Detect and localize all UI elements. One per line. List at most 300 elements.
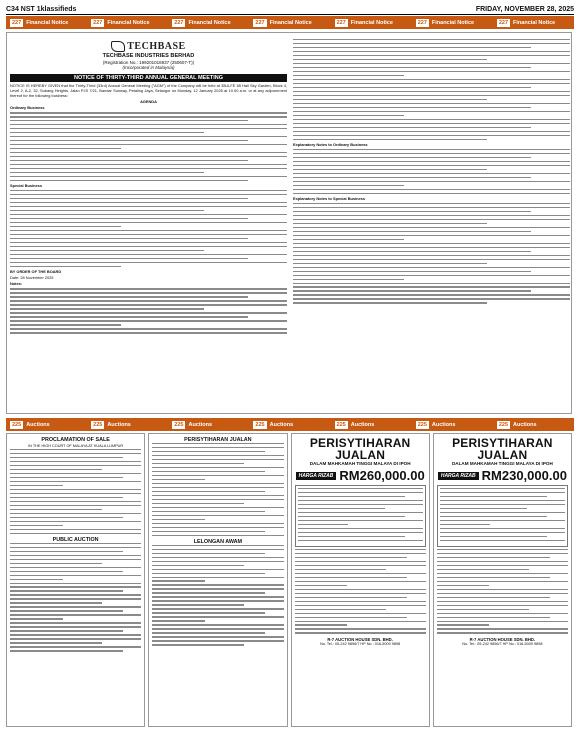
- text-line: [437, 628, 568, 629]
- text-line: [293, 215, 570, 216]
- text-line: [298, 532, 423, 533]
- text-line: [295, 601, 426, 602]
- text-line: [437, 573, 568, 574]
- masthead-left: C34 NST 1klassifieds: [6, 5, 77, 13]
- text-line: [298, 508, 386, 509]
- notice-intro: NOTICE IS HEREBY GIVEN that the Thirty-Third (33rd) Annual General Meeting ("AGM") of the Company will be held at 35ULFE 65 Hall Sky Garden, Block 4, Level 2, A-2, 32, Subang Heights, Jalan PJS 7/21, Bandar Sunway, Petaling Jaya, Selangor on Monday, 12 January 2026 at 10.00 a.m. or at any adjournment thereof for the following business:: [10, 83, 287, 98]
- text-line: [295, 577, 408, 578]
- text-line: [152, 600, 283, 601]
- proclamation-text: [10, 449, 141, 534]
- notice-right-column: [293, 33, 570, 413]
- text-line: [293, 173, 570, 174]
- text-line: [295, 621, 426, 622]
- text-line: [293, 211, 531, 212]
- text-line: [10, 497, 123, 498]
- text-line: [293, 227, 570, 228]
- category-cell: [493, 418, 574, 431]
- text-line: [10, 140, 248, 141]
- text-line: [293, 161, 570, 162]
- text-line: [152, 644, 244, 645]
- text-line: [295, 613, 426, 614]
- text-line: [293, 255, 570, 256]
- category-cell: [493, 16, 574, 29]
- text-line: [10, 642, 102, 643]
- text-line: [295, 569, 387, 570]
- text-line: [10, 563, 102, 564]
- text-line: [298, 524, 348, 525]
- category-label: Auctions: [431, 421, 456, 428]
- text-line: [10, 513, 141, 514]
- text-line: [10, 646, 141, 647]
- category-bar-bottom: [6, 418, 574, 431]
- text-line: [440, 532, 565, 533]
- text-line: [152, 483, 283, 484]
- perisytiharan-small-text: [152, 443, 283, 536]
- text-line: [152, 495, 283, 496]
- text-line: [10, 292, 287, 293]
- notice-left-column: [10, 33, 287, 413]
- text-line: [10, 176, 287, 177]
- category-cell: [249, 16, 330, 29]
- text-line: [10, 124, 287, 125]
- text-line: [10, 320, 287, 321]
- text-line: [10, 555, 141, 556]
- text-line: [10, 634, 141, 635]
- text-line: [10, 296, 248, 297]
- text-line: [293, 267, 570, 268]
- text-line: [293, 123, 570, 124]
- text-line: [440, 520, 565, 521]
- category-bar-top: [6, 16, 574, 29]
- category-number: 225: [417, 421, 427, 428]
- text-line: [293, 271, 531, 272]
- category-label: Auctions: [26, 421, 50, 428]
- text-line: [10, 112, 287, 113]
- text-line: [152, 519, 205, 520]
- text-line: [10, 288, 287, 289]
- text-line: [10, 485, 63, 486]
- text-line: [152, 523, 283, 524]
- text-line: [10, 465, 141, 466]
- text-line: [10, 493, 141, 494]
- text-line: [152, 561, 283, 562]
- text-line: [293, 67, 531, 68]
- text-line: [10, 473, 141, 474]
- text-line: [293, 231, 531, 232]
- further-heading: Explanatory Notes to Special Business: [293, 195, 365, 201]
- text-line: [10, 594, 141, 595]
- text-line: [152, 640, 283, 641]
- text-line: [10, 509, 102, 510]
- text-line: [10, 602, 102, 603]
- text-line: [10, 598, 141, 599]
- masthead: [6, 4, 574, 15]
- text-line: [293, 189, 570, 190]
- text-line: [10, 575, 141, 576]
- text-line: [152, 553, 265, 554]
- text-line: [10, 551, 123, 552]
- text-line: [152, 565, 244, 566]
- text-line: [10, 618, 63, 619]
- category-cell: [412, 16, 493, 29]
- text-line: [10, 571, 123, 572]
- text-line: [293, 239, 404, 240]
- category-cell: [331, 16, 412, 29]
- text-line: [293, 181, 570, 182]
- category-label: Financial Notice: [26, 19, 69, 26]
- text-line: [152, 596, 283, 597]
- text-line: [437, 569, 529, 570]
- text-line: [293, 135, 570, 136]
- ordinary-business-heading: Ordinary Business: [10, 105, 45, 111]
- text-line: [10, 469, 102, 470]
- text-line: [437, 621, 568, 622]
- agm-notice: [6, 32, 572, 414]
- text-line: [295, 628, 426, 629]
- registration-no: (Registration No.: 199201016937 (250607-T)): [102, 60, 195, 66]
- reserve-price-1: RM260,000.00: [339, 468, 425, 483]
- agenda-heading: AGENDA: [140, 98, 157, 104]
- text-line: [437, 589, 568, 590]
- text-line: [293, 157, 531, 158]
- category-label: Financial Notice: [513, 19, 556, 26]
- text-line: [10, 457, 123, 458]
- text-line: [437, 601, 568, 602]
- text-line: [10, 250, 204, 251]
- text-line: [293, 47, 531, 48]
- special-business-heading: Special Business: [10, 182, 43, 188]
- text-line: [437, 585, 490, 586]
- text-line: [152, 573, 265, 574]
- perisytiharan-2-sub: DALAM MAHKAMAH TINGGI MALAYA DI IPOH: [451, 461, 553, 466]
- text-line: [10, 586, 141, 587]
- text-line: [10, 262, 287, 263]
- category-label: Financial Notice: [269, 19, 312, 26]
- text-line: [10, 547, 141, 548]
- text-line: [293, 43, 570, 44]
- text-line: [152, 545, 283, 546]
- text-line: [152, 620, 205, 621]
- text-line: [437, 605, 568, 606]
- text-line: [293, 127, 531, 128]
- masthead-date: FRIDAY, NOVEMBER 28, 2025: [475, 5, 574, 13]
- text-line: [437, 609, 529, 610]
- text-line: [10, 234, 287, 235]
- text-line: [437, 597, 550, 598]
- text-line: [437, 624, 490, 625]
- text-line: [10, 610, 123, 611]
- text-line: [10, 242, 287, 243]
- text-line: [293, 193, 570, 194]
- perisytiharan-small-ad: [148, 433, 287, 727]
- text-line: [10, 614, 141, 615]
- text-line: [298, 492, 423, 493]
- sale-terms-2: [437, 549, 568, 634]
- text-line: [10, 477, 123, 478]
- category-cell: [168, 16, 249, 29]
- text-line: [152, 616, 283, 617]
- text-line: [10, 206, 287, 207]
- text-line: [440, 536, 548, 537]
- text-line: [298, 520, 423, 521]
- text-line: [293, 185, 404, 186]
- text-line: [293, 39, 570, 40]
- text-line: [295, 589, 426, 590]
- text-line: [295, 553, 426, 554]
- category-number: 225: [336, 421, 346, 428]
- text-line: [440, 504, 565, 505]
- category-cell: [87, 16, 168, 29]
- text-line: [10, 194, 287, 195]
- incorporation: (Incorporated in Malaysia): [122, 65, 175, 71]
- category-number: 227: [498, 19, 509, 26]
- text-line: [293, 131, 570, 132]
- text-line: [10, 328, 287, 329]
- text-line: [293, 103, 570, 104]
- text-line: [10, 481, 141, 482]
- text-line: [295, 549, 426, 550]
- text-line: [10, 543, 141, 544]
- text-line: [152, 628, 283, 629]
- company-header: [10, 41, 287, 70]
- notes-heading: Notes:: [10, 281, 23, 287]
- text-line: [293, 279, 404, 280]
- perisytiharan-small-title: PERISYTIHARAN JUALAN: [184, 437, 252, 443]
- text-line: [152, 612, 265, 613]
- text-line: [10, 190, 287, 191]
- text-line: [293, 71, 570, 72]
- text-line: [10, 650, 123, 651]
- text-line: [437, 613, 568, 614]
- category-cell: [249, 418, 330, 431]
- perisytiharan-1-title: PERISYTIHARAN JUALAN: [309, 436, 411, 462]
- text-line: [10, 324, 121, 325]
- text-line: [437, 549, 568, 550]
- text-line: [152, 636, 283, 637]
- text-line: [152, 455, 283, 456]
- text-line: [10, 198, 248, 199]
- text-line: [152, 535, 283, 536]
- text-line: [293, 169, 487, 170]
- category-number: 225: [174, 421, 184, 428]
- text-line: [10, 160, 248, 161]
- text-line: [293, 275, 570, 276]
- text-line: [152, 499, 283, 500]
- company-logo: TECHBASE: [10, 41, 287, 52]
- perisytiharan-2-title: PERISYTIHARAN JUALAN: [452, 436, 553, 462]
- text-line: [293, 153, 570, 154]
- text-line: [10, 517, 123, 518]
- logo-icon: [111, 41, 125, 52]
- text-line: [298, 488, 423, 489]
- company-name: TECHBASE INDUSTRIES BERHAD: [102, 53, 195, 60]
- text-line: [293, 283, 570, 284]
- text-line: [152, 491, 265, 492]
- text-line: [437, 553, 568, 554]
- text-line: [293, 95, 570, 96]
- text-line: [437, 561, 568, 562]
- text-line: [10, 132, 204, 133]
- special-business-text: [10, 190, 287, 267]
- text-line: [293, 298, 570, 299]
- text-line: [293, 294, 570, 295]
- harga-label-2: HARGA RIZAB: [438, 472, 479, 480]
- category-label: Auctions: [107, 421, 131, 428]
- category-number: 227: [12, 19, 22, 26]
- text-line: [152, 503, 244, 504]
- text-line: [293, 99, 487, 100]
- text-line: [10, 525, 63, 526]
- category-number: 225: [93, 421, 103, 428]
- perisytiharan-ad-1: [291, 433, 430, 727]
- text-line: [293, 107, 531, 108]
- ordinary-business-text: [10, 112, 287, 181]
- text-line: [152, 592, 265, 593]
- text-line: [10, 521, 141, 522]
- auctioneer-contact-2: No. Tel.: 05-242 9896/7 HP No.: 016-5000 9898: [462, 641, 543, 646]
- text-line: [10, 567, 141, 568]
- text-line: [10, 120, 248, 121]
- notice-title: NOTICE OF THIRTY-THIRD ANNUAL GENERAL MEETING: [10, 74, 287, 82]
- category-number: 227: [93, 19, 103, 26]
- text-line: [298, 528, 423, 529]
- text-line: [437, 593, 568, 594]
- text-line: [10, 164, 287, 165]
- text-line: [10, 606, 141, 607]
- auctioneer-2: R-7 AUCTION HOUSE SDN. BHD.: [469, 636, 536, 642]
- property-details-2: [437, 485, 568, 547]
- text-line: [152, 447, 283, 448]
- text-line: [10, 168, 287, 169]
- by-order-heading: BY ORDER OF THE BOARD: [10, 268, 62, 274]
- text-line: [10, 638, 141, 639]
- text-line: [437, 581, 568, 582]
- text-line: [10, 579, 63, 580]
- text-line: [440, 540, 565, 541]
- price-row-1: [295, 468, 426, 483]
- text-line: [295, 593, 426, 594]
- category-cell: [168, 418, 249, 431]
- text-line: [10, 254, 287, 255]
- text-line: [152, 467, 283, 468]
- text-line: [293, 149, 570, 150]
- text-line: [293, 55, 570, 56]
- text-line: [10, 590, 123, 591]
- text-line: [293, 259, 570, 260]
- text-line: [10, 308, 204, 309]
- text-line: [10, 583, 141, 584]
- text-line: [10, 505, 141, 506]
- explanatory-heading: Explanatory Notes to Ordinary Business: [293, 141, 368, 147]
- text-line: [295, 605, 426, 606]
- text-line: [293, 75, 404, 76]
- text-line: [293, 87, 531, 88]
- text-line: [440, 512, 565, 513]
- text-line: [152, 463, 244, 464]
- text-line: [10, 214, 287, 215]
- text-line: [152, 527, 283, 528]
- auction-ads: [6, 433, 572, 727]
- text-line: [293, 251, 531, 252]
- text-line: [10, 180, 248, 181]
- text-line: [152, 584, 283, 585]
- text-line: [293, 286, 570, 287]
- text-line: [298, 496, 406, 497]
- text-line: [293, 165, 570, 166]
- text-line: [295, 624, 348, 625]
- price-row-2: [437, 468, 568, 483]
- category-number: 225: [498, 421, 509, 428]
- text-line: [10, 529, 141, 530]
- text-line: [293, 219, 570, 220]
- category-cell: [87, 418, 168, 431]
- text-line: [10, 116, 287, 117]
- text-line: [293, 51, 570, 52]
- text-line: [152, 475, 283, 476]
- text-line: [440, 500, 565, 501]
- text-line: [10, 559, 141, 560]
- text-line: [440, 496, 548, 497]
- text-line: [293, 302, 487, 303]
- text-line: [293, 59, 487, 60]
- text-line: [293, 223, 487, 224]
- text-line: [293, 111, 570, 112]
- text-line: [10, 172, 204, 173]
- category-number: 225: [255, 421, 265, 428]
- text-line: [10, 630, 123, 631]
- text-line: [152, 549, 283, 550]
- auctioneer-1: R-7 AUCTION HOUSE SDN. BHD.: [327, 636, 393, 642]
- text-line: [10, 258, 248, 259]
- text-line: [152, 557, 283, 558]
- text-line: [10, 148, 121, 149]
- category-label: Auctions: [188, 421, 212, 428]
- reserve-price-2: RM230,000.00: [481, 468, 567, 483]
- text-line: [440, 488, 565, 489]
- explanatory-text: [293, 149, 570, 194]
- text-line: [10, 332, 287, 333]
- category-label: Auctions: [513, 421, 537, 428]
- text-line: [295, 565, 426, 566]
- text-line: [10, 316, 248, 317]
- text-line: [10, 501, 141, 502]
- sale-terms-1: [295, 549, 426, 634]
- text-line: [293, 203, 570, 204]
- category-cell: [6, 16, 87, 29]
- perisytiharan-small-text-2: [152, 545, 283, 646]
- text-line: [293, 263, 487, 264]
- text-line: [440, 508, 528, 509]
- text-line: [293, 243, 570, 244]
- text-line: [10, 210, 204, 211]
- text-line: [437, 632, 568, 633]
- text-line: [10, 461, 141, 462]
- text-line: [10, 238, 248, 239]
- perisytiharan-1-sub: DALAM MAHKAMAH TINGGI MALAYA DI IPOH: [309, 461, 411, 466]
- text-line: [295, 609, 387, 610]
- text-line: [293, 79, 570, 80]
- proclamation-court: IN THE HIGH COURT OF MALAYA AT KUALA LUMPUR: [28, 444, 124, 448]
- notice-date: Date: 28 November 2025: [10, 275, 54, 281]
- text-line: [152, 577, 283, 578]
- text-line: [293, 115, 404, 116]
- category-number: 227: [255, 19, 265, 26]
- category-label: Financial Notice: [107, 19, 150, 26]
- category-number: 227: [336, 19, 346, 26]
- auctioneer-contact-1: No. Tel.: 05-242 9896/7 HP No.: 016-5000 9898: [319, 641, 401, 646]
- text-line: [10, 453, 141, 454]
- text-line: [152, 507, 283, 508]
